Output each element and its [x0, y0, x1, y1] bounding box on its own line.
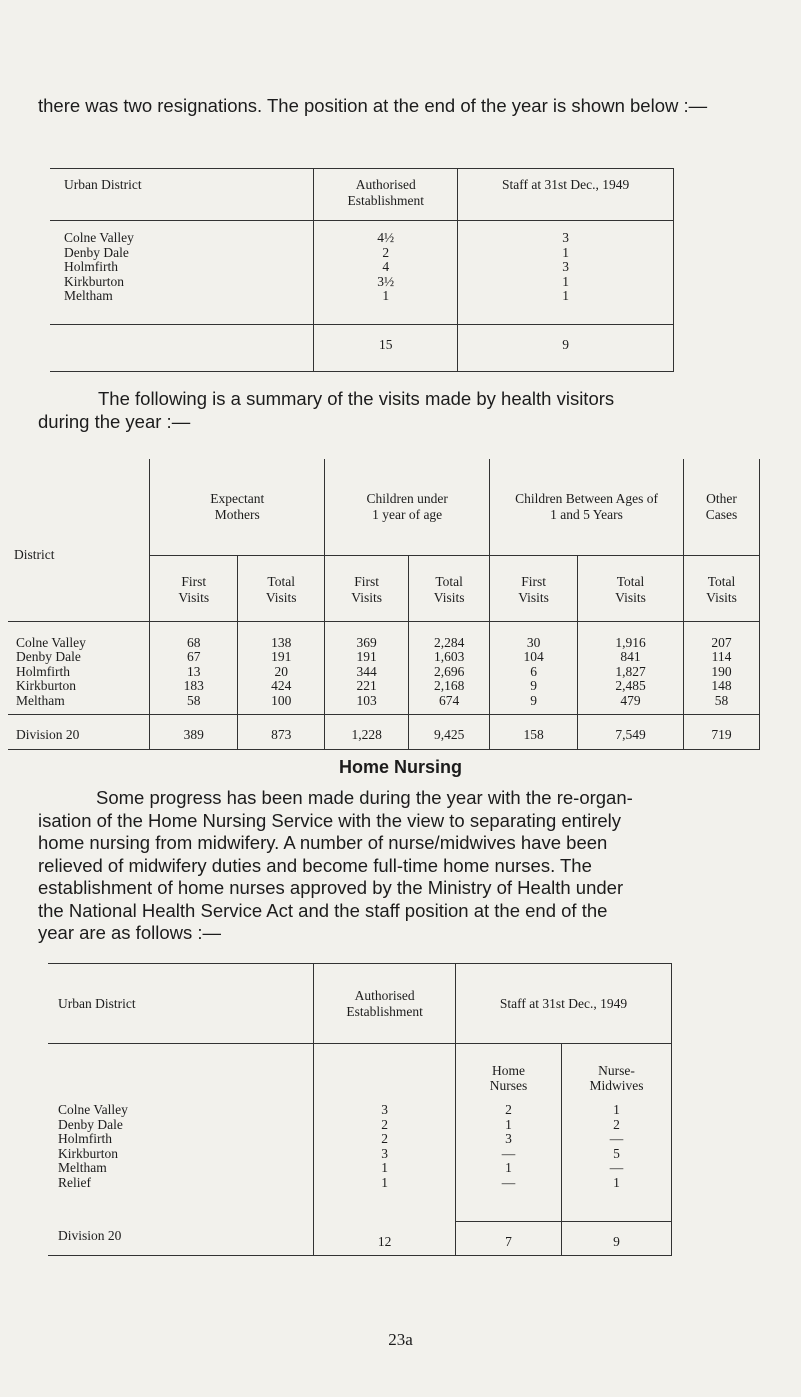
t3-district: Kirkburton	[58, 1145, 118, 1161]
t3-header-staff: Staff at 31st Dec., 1949	[456, 964, 672, 1044]
t1-cell: 1	[382, 288, 390, 303]
t2-division-total: 1,228	[325, 714, 409, 749]
t2-district: Kirkburton	[16, 678, 76, 693]
t2-cell: 1,916	[615, 634, 646, 650]
summary-intro-line1: The following is a summary of the visits made by health visitors	[98, 388, 615, 409]
t3-cell: 1	[381, 1160, 388, 1175]
t1-header-staff: Staff at 31st Dec., 1949	[458, 169, 674, 221]
t2-cell: 424	[271, 678, 292, 693]
t3-cell: 3	[381, 1102, 388, 1117]
t3-district: Holmfirth	[58, 1131, 112, 1146]
t1-cell: 3	[562, 259, 569, 274]
t3-cell: —	[501, 1174, 516, 1190]
t2-cell: 30	[526, 634, 541, 650]
t3-cell: 1	[381, 1174, 388, 1190]
t1-total-label	[50, 325, 314, 372]
t2-header-district: District	[14, 546, 55, 562]
t3-total-nurse-midwives: 9	[561, 1222, 671, 1256]
t3-cell: —	[609, 1131, 624, 1146]
t1-staff-column	[458, 221, 674, 325]
t1-authorised-column	[314, 221, 458, 325]
t2-cell: 1,603	[433, 649, 465, 664]
t2-division-total: 158	[490, 714, 578, 749]
t2-cell: 103	[356, 692, 377, 708]
t2-cell: 1,827	[615, 663, 646, 679]
t1-total-staff: 9	[458, 325, 674, 372]
t1-cell: 2	[382, 244, 390, 260]
t2-cell: 100	[271, 692, 292, 708]
t2-data-column	[490, 621, 578, 714]
t3-district: Relief	[58, 1174, 91, 1190]
t3-cell: 2	[613, 1116, 620, 1132]
t3-cell: 2	[381, 1131, 388, 1146]
t2-cell: 6	[530, 663, 537, 679]
t3-district: Denby Dale	[58, 1116, 123, 1132]
t3-cell: 2	[381, 1116, 388, 1132]
visits-summary-table	[8, 459, 760, 750]
t2-cell: 2,284	[433, 634, 465, 650]
t2-cell: 104	[523, 649, 544, 664]
t2-data-column	[325, 621, 409, 714]
t3-cell: 3	[381, 1145, 388, 1161]
t1-district: Denby Dale	[64, 244, 129, 260]
home-nursing-line: year are as follows :—	[38, 922, 222, 943]
t1-districts-column	[50, 221, 314, 325]
home-nursing-line: the National Health Service Act and the staff position at the end of the	[38, 899, 608, 921]
t2-cell: 190	[711, 663, 732, 679]
home-nursing-heading: Home Nursing	[338, 757, 462, 777]
t2-header-expectant: Expectant Mothers	[150, 459, 325, 555]
t1-cell: 4½	[377, 230, 395, 245]
t2-cell: 20	[274, 663, 288, 679]
home-nursing-line: home nursing from midwifery. A number of nurse/midwives have been	[38, 832, 608, 853]
t2-header-under-1: Children under 1 year of age	[325, 459, 490, 555]
t3-cell: 1	[613, 1174, 620, 1190]
t3-home-nurses-column	[456, 1044, 562, 1222]
t2-district: Holmfirth	[16, 663, 70, 679]
home-nursing-line: establishment of home nurses approved by the Ministry of Health under	[38, 877, 624, 898]
t2-cell: 369	[356, 634, 377, 650]
t1-district: Kirkburton	[64, 273, 124, 289]
t2-cell: 479	[620, 692, 641, 708]
t2-division-total: 389	[150, 714, 238, 749]
t1-cell: 4	[382, 259, 390, 274]
t3-cell: 1	[613, 1102, 620, 1117]
t3-cell: 3	[505, 1131, 512, 1146]
home-nursing-line: isation of the Home Nursing Service with the view to separating entirely	[38, 809, 622, 831]
t3-cell: 1	[505, 1160, 512, 1175]
summary-intro-line2: during the year :—	[38, 411, 191, 432]
t2-division-total: 7,549	[578, 714, 684, 749]
t2-sub-total-visits: Total Visits	[238, 555, 325, 621]
t1-cell: 3	[562, 230, 569, 245]
t3-sub-nurse-midwives: Nurse-Midwives	[589, 1063, 644, 1093]
t2-cell: 68	[186, 634, 201, 650]
t3-district: Colne Valley	[58, 1102, 128, 1117]
t1-cell: 1	[562, 288, 569, 303]
t2-cell: 58	[186, 692, 201, 708]
t3-cell: 1	[505, 1116, 512, 1132]
t2-cell: 2,168	[433, 678, 465, 693]
t2-cell: 58	[714, 692, 729, 708]
summary-intro	[38, 387, 773, 433]
t2-sub-first-visits: First Visits	[490, 555, 578, 621]
t3-total-authorised: 12	[314, 1222, 456, 1256]
page-number: 23a	[388, 1330, 413, 1349]
t2-cell: 344	[356, 663, 377, 679]
t2-data-column	[684, 621, 760, 714]
t3-district: Meltham	[58, 1160, 107, 1175]
t2-district: Denby Dale	[16, 649, 81, 664]
t3-cell: —	[609, 1160, 624, 1175]
t2-header-other: Other Cases	[684, 459, 760, 555]
t2-cell: 207	[711, 634, 732, 650]
t2-cell: 841	[620, 649, 641, 664]
t2-sub-total-visits: Total Visits	[578, 555, 684, 621]
t2-cell: 674	[439, 692, 460, 708]
home-nursing-line: relieved of midwifery duties and become full-time home nurses. The	[38, 854, 592, 876]
t2-division-total: 9,425	[409, 714, 490, 749]
t1-total-authorised: 15	[314, 325, 458, 372]
t2-cell: 191	[271, 649, 292, 664]
t2-data-column	[238, 621, 325, 714]
t3-nurse-midwives-column	[561, 1044, 671, 1222]
t2-cell: 9	[530, 678, 537, 693]
t3-districts-column	[48, 1044, 314, 1222]
t2-division-label: Division 20	[8, 714, 150, 749]
t2-sub-first-visits: First Visits	[325, 555, 409, 621]
t3-cell: 5	[613, 1145, 620, 1161]
t2-header-1-to-5: Children Between Ages of 1 and 5 Years	[490, 459, 684, 555]
t1-district: Meltham	[64, 288, 113, 303]
t2-cell: 2,696	[433, 663, 465, 679]
t2-division-total: 873	[238, 714, 325, 749]
t3-authorised-column	[314, 1044, 456, 1222]
t1-district: Holmfirth	[64, 259, 118, 274]
t2-cell: 2,485	[615, 678, 646, 693]
t2-cell: 183	[183, 678, 204, 693]
t2-cell: 221	[356, 678, 377, 693]
t2-cell: 13	[186, 663, 201, 679]
t1-header-district: Urban District	[64, 177, 142, 192]
t2-cell: 67	[186, 649, 201, 664]
t1-cell: 3½	[377, 273, 395, 289]
home-nursing-line: Some progress has been made during the year with the re-organ-	[96, 787, 633, 808]
t3-total-home-nurses: 7	[456, 1222, 562, 1256]
t3-cell: 2	[505, 1102, 512, 1117]
t1-district: Colne Valley	[64, 230, 134, 245]
t3-header-district: Urban District	[58, 995, 136, 1011]
t2-data-column	[150, 621, 238, 714]
intro-paragraph: there was two resignations. The position at the end of the year is shown below :—	[38, 95, 708, 116]
t2-cell: 9	[530, 692, 537, 708]
t1-cell: 1	[562, 244, 569, 260]
t2-sub-first-visits: First Visits	[150, 555, 238, 621]
home-nursing-staff-table	[48, 963, 672, 1256]
t2-districts-column	[8, 621, 150, 714]
health-visitors-staff-table	[50, 168, 674, 372]
t3-sub-home-nurses: Home Nurses	[489, 1063, 528, 1093]
t3-division-label: Division 20	[58, 1227, 122, 1243]
t2-district: Colne Valley	[16, 634, 86, 650]
t1-cell: 1	[562, 273, 569, 289]
t2-division-total: 719	[684, 714, 760, 749]
t2-data-column	[409, 621, 490, 714]
t2-sub-total-visits: Total Visits	[409, 555, 490, 621]
home-nursing-paragraph	[38, 787, 776, 945]
t2-cell: 148	[711, 678, 732, 693]
t2-sub-total-visits: Total Visits	[684, 555, 760, 621]
t2-cell: 138	[271, 634, 292, 650]
t1-header-authorised: Authorised Establishment	[314, 169, 458, 221]
t2-district: Meltham	[16, 692, 65, 708]
t2-cell: 114	[711, 649, 732, 664]
t3-header-authorised: Authorised Establishment	[314, 964, 456, 1044]
t2-cell: 191	[356, 649, 377, 664]
t3-cell: —	[501, 1145, 516, 1161]
t2-data-column	[578, 621, 684, 714]
